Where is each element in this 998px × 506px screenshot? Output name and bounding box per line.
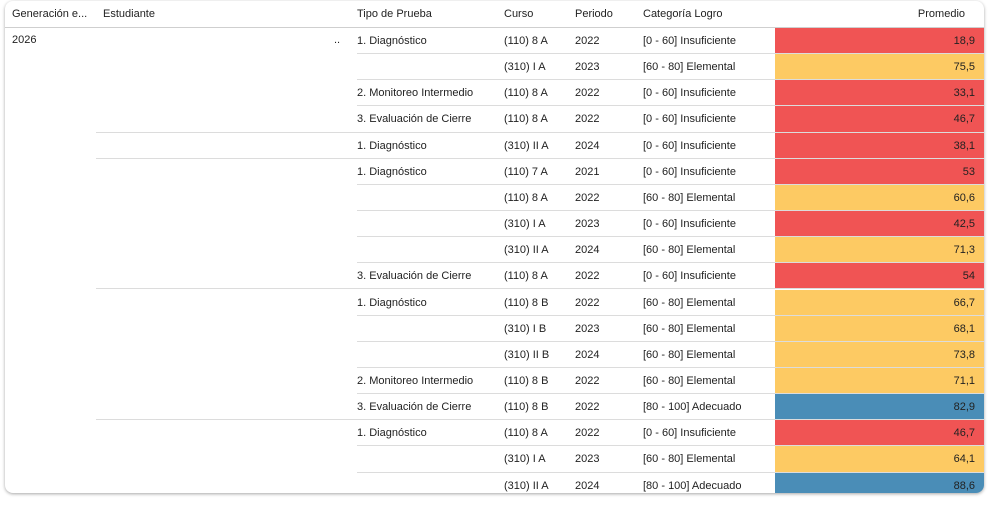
- categoria-cell: [60 - 80] Elemental: [643, 191, 736, 204]
- promedio-value: 73,8: [953, 348, 975, 361]
- periodo-cell: 2023: [575, 453, 600, 466]
- curso-cell: (110) 8 A: [504, 270, 548, 283]
- periodo-cell: 2022: [575, 296, 600, 309]
- periodo-cell: 2023: [575, 218, 600, 231]
- periodo-cell: 2022: [575, 113, 600, 126]
- table-row[interactable]: [5, 394, 984, 420]
- categoria-cell: [0 - 60] Insuficiente: [643, 270, 736, 283]
- tipo-prueba-cell: 2. Monitoreo Intermedio: [357, 87, 474, 100]
- promedio-value: 71,1: [953, 374, 975, 387]
- table-row[interactable]: [5, 211, 984, 237]
- promedio-cell: [775, 446, 984, 471]
- promedio-value: 42,5: [953, 218, 975, 231]
- periodo-cell: 2021: [575, 165, 600, 178]
- tipo-prueba-cell: 1. Diagnóstico: [357, 139, 427, 152]
- promedio-cell: [775, 316, 984, 341]
- periodo-cell: 2024: [575, 479, 600, 492]
- curso-cell: (110) 8 A: [504, 191, 548, 204]
- generacion-value: 2026: [12, 34, 37, 46]
- tipo-prueba-cell: 2. Monitoreo Intermedio: [357, 374, 474, 387]
- promedio-cell: [775, 473, 984, 493]
- table-row[interactable]: [5, 290, 984, 316]
- periodo-cell: 2022: [575, 270, 600, 283]
- categoria-cell: [60 - 80] Elemental: [643, 61, 736, 74]
- promedio-cell: [775, 394, 984, 419]
- curso-cell: (310) I A: [504, 61, 546, 74]
- curso-cell: (110) 8 B: [504, 374, 549, 387]
- categoria-cell: [0 - 60] Insuficiente: [643, 139, 736, 152]
- periodo-cell: 2023: [575, 322, 600, 335]
- promedio-cell: [775, 342, 984, 367]
- periodo-cell: 2023: [575, 61, 600, 74]
- categoria-cell: [60 - 80] Elemental: [643, 348, 736, 361]
- categoria-cell: [60 - 80] Elemental: [643, 296, 736, 309]
- promedio-value: 71,3: [953, 244, 975, 257]
- promedio-cell: [775, 290, 984, 315]
- categoria-cell: [0 - 60] Insuficiente: [643, 87, 736, 100]
- curso-cell: (310) I A: [504, 453, 546, 466]
- periodo-cell: 2022: [575, 427, 600, 440]
- curso-cell: (310) II B: [504, 348, 550, 361]
- curso-cell: (110) 8 B: [504, 401, 549, 414]
- table-row[interactable]: [5, 446, 984, 472]
- table-row[interactable]: [5, 237, 984, 263]
- curso-cell: (110) 8 A: [504, 35, 548, 47]
- periodo-cell: 2024: [575, 348, 600, 361]
- categoria-cell: [80 - 100] Adecuado: [643, 401, 742, 414]
- tipo-prueba-cell: 3. Evaluación de Cierre: [357, 113, 472, 126]
- periodo-cell: 2024: [575, 244, 600, 257]
- curso-cell: (110) 8 A: [504, 87, 548, 100]
- table-row[interactable]: [5, 473, 984, 493]
- col-estudiante[interactable]: Estudiante: [103, 8, 155, 20]
- categoria-cell: [60 - 80] Elemental: [643, 322, 736, 335]
- periodo-cell: 2022: [575, 87, 600, 100]
- col-generacion[interactable]: Generación e...: [12, 8, 88, 20]
- promedio-cell: [775, 106, 984, 131]
- tipo-prueba-cell: 3. Evaluación de Cierre: [357, 270, 472, 283]
- categoria-cell: [60 - 80] Elemental: [643, 374, 736, 387]
- promedio-value: 18,9: [953, 35, 975, 47]
- promedio-value: 54: [962, 270, 975, 283]
- curso-cell: (110) 8 A: [504, 427, 548, 440]
- categoria-cell: [0 - 60] Insuficiente: [643, 165, 736, 178]
- curso-cell: (310) II A: [504, 244, 549, 257]
- promedio-cell: [775, 237, 984, 262]
- curso-cell: (110) 8 A: [504, 113, 548, 126]
- table-row[interactable]: [5, 368, 984, 394]
- periodo-cell: 2024: [575, 139, 600, 152]
- tipo-prueba-cell: 1. Diagnóstico: [357, 35, 427, 47]
- table-row[interactable]: [5, 263, 984, 289]
- promedio-cell: [775, 28, 984, 53]
- tipo-prueba-cell: 1. Diagnóstico: [357, 296, 427, 309]
- categoria-cell: [0 - 60] Insuficiente: [643, 218, 736, 231]
- categoria-cell: [60 - 80] Elemental: [643, 453, 736, 466]
- periodo-cell: 2022: [575, 35, 600, 47]
- table-row[interactable]: [5, 28, 984, 54]
- promedio-value: 68,1: [953, 322, 975, 335]
- tipo-prueba-cell: 1. Diagnóstico: [357, 427, 427, 440]
- col-promedio[interactable]: Promedio: [917, 8, 965, 20]
- categoria-cell: [60 - 80] Elemental: [643, 244, 736, 257]
- curso-cell: (110) 7 A: [504, 165, 548, 178]
- estudiante-value: ..: [334, 34, 341, 46]
- table-row[interactable]: [5, 159, 984, 185]
- periodo-cell: 2022: [575, 374, 600, 387]
- promedio-cell: [775, 211, 984, 236]
- promedio-value: 53: [962, 165, 975, 178]
- curso-cell: (310) II A: [504, 479, 549, 492]
- curso-cell: (310) II A: [504, 139, 549, 152]
- promedio-value: 82,9: [953, 401, 975, 414]
- col-categoria-logro[interactable]: Categoría Logro: [643, 8, 723, 20]
- categoria-cell: [0 - 60] Insuficiente: [643, 113, 736, 126]
- promedio-cell: [775, 159, 984, 184]
- table-row[interactable]: [5, 133, 984, 159]
- promedio-cell: [775, 420, 984, 445]
- promedio-cell: [775, 263, 984, 288]
- table-row[interactable]: [5, 106, 984, 132]
- promedio-value: 75,5: [953, 61, 975, 74]
- promedio-cell: [775, 80, 984, 105]
- curso-cell: (310) I A: [504, 218, 546, 231]
- table-row[interactable]: [5, 185, 984, 211]
- tipo-prueba-cell: 3. Evaluación de Cierre: [357, 401, 472, 414]
- categoria-cell: [0 - 60] Insuficiente: [643, 427, 736, 440]
- table-row[interactable]: [5, 80, 984, 106]
- promedio-cell: [775, 185, 984, 210]
- promedio-value: 46,7: [953, 427, 975, 440]
- promedio-value: 60,6: [953, 191, 975, 204]
- table-row[interactable]: [5, 420, 984, 446]
- results-table: [5, 1, 984, 493]
- table-row[interactable]: [5, 316, 984, 342]
- col-periodo[interactable]: Periodo: [575, 8, 613, 20]
- promedio-value: 33,1: [953, 87, 975, 100]
- table-row[interactable]: [5, 342, 984, 368]
- promedio-cell: [775, 54, 984, 79]
- col-tipo-prueba[interactable]: Tipo de Prueba: [357, 8, 432, 20]
- promedio-value: 38,1: [953, 139, 975, 152]
- curso-cell: (110) 8 B: [504, 296, 549, 309]
- periodo-cell: 2022: [575, 401, 600, 414]
- tipo-prueba-cell: 1. Diagnóstico: [357, 165, 427, 178]
- table-row[interactable]: [5, 54, 984, 80]
- promedio-cell: [775, 368, 984, 393]
- promedio-cell: [775, 133, 984, 158]
- table-header: [5, 1, 984, 28]
- categoria-cell: [0 - 60] Insuficiente: [643, 35, 736, 47]
- periodo-cell: 2022: [575, 191, 600, 204]
- curso-cell: (310) I B: [504, 322, 547, 335]
- col-curso[interactable]: Curso: [504, 8, 534, 20]
- promedio-value: 46,7: [953, 113, 975, 126]
- promedio-value: 66,7: [953, 296, 975, 309]
- promedio-value: 64,1: [953, 453, 975, 466]
- categoria-cell: [80 - 100] Adecuado: [643, 479, 742, 492]
- promedio-value: 88,6: [953, 479, 975, 492]
